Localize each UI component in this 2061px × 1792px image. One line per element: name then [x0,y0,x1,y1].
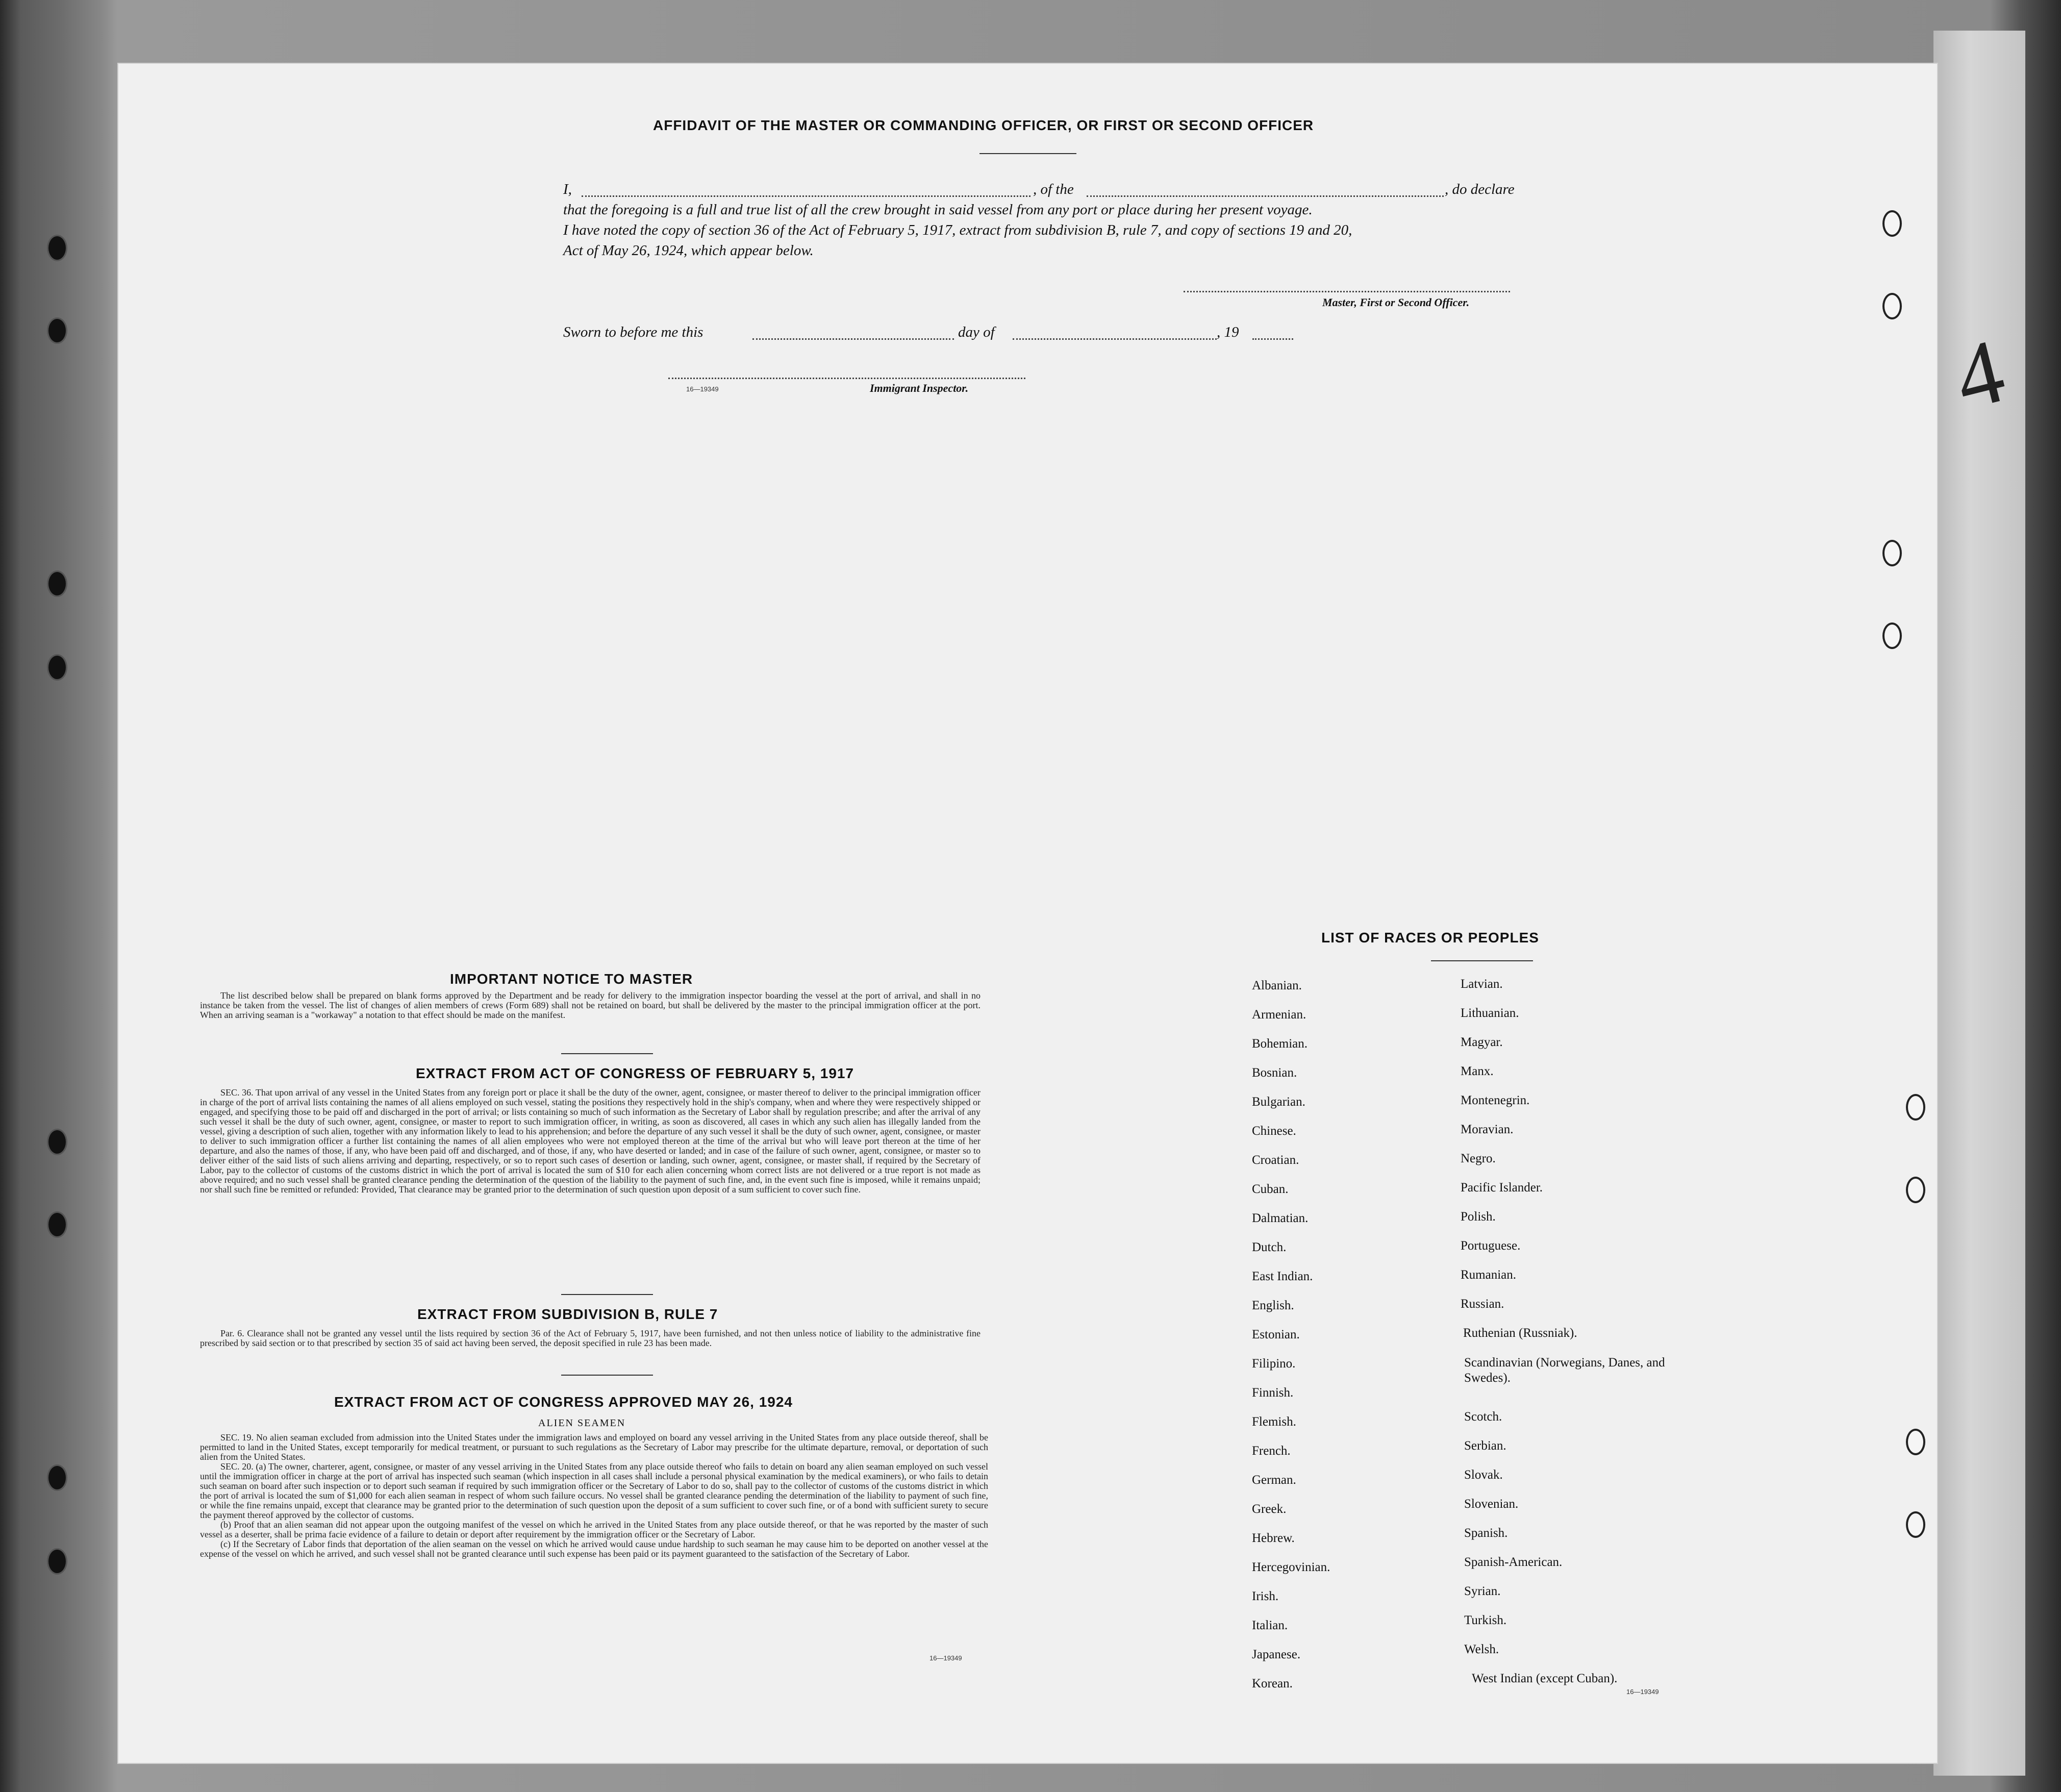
race-item: Pacific Islander. [1461,1181,1543,1194]
race-item: Flemish. [1252,1415,1296,1429]
inspector-label: Immigrant Inspector. [870,382,969,394]
divider [561,1294,653,1295]
binder-hole [47,1548,67,1575]
binder-hole [1906,1177,1925,1203]
notice-title: IMPORTANT NOTICE TO MASTER [450,971,693,987]
race-item: Filipino. [1252,1357,1296,1371]
race-item: Bosnian. [1252,1066,1297,1080]
notice-text [200,991,981,1020]
race-item: Finnish. [1252,1386,1294,1400]
race-item: Latvian. [1461,977,1503,991]
binder-hole [1906,1094,1925,1121]
divider [979,153,1076,154]
rule-7-paragraph: Par. 6. Clearance shall not be granted any vessel until the lists required by section 36 of the Act of February 5, 1917, have been furnished, and not then unless notice of liability to the administrative fine prescribed by said section or to that prescribed by section 35 of said act having been served, the deposit specified in rule 23 has been made. [200,1328,981,1348]
race-item: Cuban. [1252,1182,1289,1196]
sworn-month-blank [1013,338,1217,340]
section-20c-paragraph: (c) If the Secretary of Labor finds that deportation of the alien seaman on the vessel on which he arrived would cause undue hardship to such seaman he may cause him to be deported on another vessel at the expense of the vessel on which he arrived, and such vessel shall not be granted clearance until such expense has been paid or its payment guaranteed to the satisfaction of the Secretary of Labor. [200,1539,988,1559]
inspector-signature-line [668,378,1025,379]
race-item: Negro. [1461,1152,1496,1165]
race-item: Welsh. [1464,1642,1499,1656]
binder-edge [1933,31,2025,1776]
race-item: Turkish. [1464,1613,1507,1627]
race-item: Dutch. [1252,1240,1287,1254]
affidavit-line2: that the foregoing is a full and true list of all the crew brought in said vessel from any port or place during her present voyage. [563,202,1313,218]
margin-mark: 4 [1945,319,2014,429]
race-item: Scandinavian (Norwegians, Danes, and Swedes). [1464,1356,1665,1385]
race-item: Dalmatian. [1252,1211,1309,1225]
race-item: French. [1252,1444,1291,1458]
race-item: Croatian. [1252,1153,1299,1167]
race-item: Lithuanian. [1461,1006,1519,1020]
race-item: Chinese. [1252,1124,1296,1138]
section-19-paragraph: SEC. 19. No alien seaman excluded from admission into the United States under the immigration laws and employed on board any vessel arriving in the United States from any place outside thereof, shall be permitted to land in the United States, except temporarily for medical treatment, or pursuant to such regulations as the Secretary of Labor may prescribe for the ultimate departure, removal, or deportation of such alien from the United States. [200,1432,988,1462]
master-label: Master, First or Second Officer. [1322,296,1470,309]
binder-hole [1882,540,1902,566]
sworn-date-blank [752,338,954,340]
race-item: Syrian. [1464,1584,1501,1598]
races-title: LIST OF RACES OR PEOPLES [1321,930,1539,945]
race-item: Korean. [1252,1677,1293,1690]
race-item: Hercegovinian. [1252,1560,1330,1574]
race-item: Spanish-American. [1464,1555,1563,1569]
form-number: 16—19349 [686,385,719,393]
binder-hole [47,654,67,681]
binder-hole [47,1129,67,1155]
race-item: Hebrew. [1252,1531,1295,1545]
section-20b-paragraph: (b) Proof that an alien seaman did not appear upon the outgoing manifest of the vessel on which he arrived in the United States from any place outside thereof, or that he was reported by the master of such vessel as a deserter, shall be prima facie evidence of a failure to detain or deport after requirement by the immigration officer or the Secretary of Labor. [200,1520,988,1539]
alien-seamen-subtitle: ALIEN SEAMEN [538,1417,626,1429]
sworn-day-label: day of [958,324,995,340]
extract-1917-title: EXTRACT FROM ACT OF CONGRESS OF FEBRUARY 5, 1917 [416,1065,854,1081]
race-item: Slovenian. [1464,1497,1519,1511]
affidavit-line4: Act of May 26, 1924, which appear below. [563,242,814,259]
race-item: Russian. [1461,1297,1504,1311]
affidavit-line1-suffix: , do declare [1445,181,1515,197]
master-signature-line [1184,291,1510,292]
race-item: Japanese. [1252,1648,1301,1661]
form-number: 16—19349 [929,1654,962,1662]
race-item: Rumanian. [1461,1268,1517,1282]
subdivision-b-title: EXTRACT FROM SUBDIVISION B, RULE 7 [417,1306,718,1322]
binder-hole [1882,623,1902,649]
binder-hole [1882,293,1902,319]
extract-1917-text [200,1088,981,1194]
affidavit-line3: I have noted the copy of section 36 of the Act of February 5, 1917, extract from subdivision B, rule 7, and copy of sections 19 and 20, [563,222,1352,238]
race-item: Slovak. [1464,1468,1503,1482]
section-36-paragraph: SEC. 36. That upon arrival of any vessel in the United States from any foreign port or place it shall be the duty of the owner, agent, consignee, or master thereof to deliver to the principal immigration officer in charge of the port of arrival lists containing the names of all aliens employed on such vessel, stating the positions they respectively hold in the ship's company, when and where they were respectively shipped or engaged, and specifying those to be paid off and discharged in the port of arrival; or lists containing so much of such information as the Secretary of Labor shall by regulation prescribe; and after the arrival of any such vessel it shall be the duty of such owner, agent, consignee, or master to report to such immigration officer, in writing, as soon as discovered, all cases in which any such alien has illegally landed from the vessel, giving a description of such alien, together with any information likely to lead to his apprehension; and before the departure of any such vessel it shall be the duty of such owner, agent, consignee, or master to deliver to such immigration officer a further list containing the names of all alien employees who were not employed thereon at the time of the arrival but who will leave port thereon at the time of her departure, and also the names of those, if any, who have been paid off and discharged, and of those, if any, who have deserted or landed; and in case of the failure of such owner, agent, consignee, or master so to deliver either of the said lists of such aliens arriving and departing, respectively, or so to report such cases of desertion or landing, such owner, agent, consignee, or master shall, if required by the Secretary of Labor, pay to the collector of customs of the customs district in which the port of arrival is located the sum of $10 for each alien concerning whom correct lists are not delivered or a true report is not made as above required; and no such vessel shall be granted clearance pending the determination of the question of the liability to the payment of such fine, and, in the event such fine is imposed, while it remains unpaid; nor shall such fine be remitted or refunded: Provided, That clearance may be granted prior to the determination of such question upon deposit of a sum sufficient to cover such fine. [200,1087,981,1194]
extract-1924-title: EXTRACT FROM ACT OF CONGRESS APPROVED MAY 26, 1924 [334,1394,793,1410]
binder-hole [47,1211,67,1238]
binder-hole [47,1464,67,1491]
race-item: Serbian. [1464,1439,1506,1453]
affidavit-title: AFFIDAVIT OF THE MASTER OR COMMANDING OFFICER, OR FIRST OR SECOND OFFICER [653,117,1314,133]
form-number: 16—19349 [1626,1688,1659,1696]
race-item: East Indian. [1252,1270,1313,1283]
race-item: Magyar. [1461,1035,1503,1049]
race-item: Polish. [1461,1210,1496,1224]
notice-paragraph: The list described below shall be prepared on blank forms approved by the Department and be ready for delivery to the immigration inspector boarding the vessel at the port of arrival, and shall in no instance be taken from the vessel. The list of changes of alien members of crews (Form 689) shall not be retained on board, but shall be delivered by the master to the principal immigration officer at the port. When an arriving seaman is a "workaway" a notation to that effect should be made on the manifest. [200,990,981,1020]
binder-hole [47,235,67,261]
race-item: Bulgarian. [1252,1095,1305,1109]
race-item: Montenegrin. [1461,1093,1530,1107]
race-item: Armenian. [1252,1008,1306,1022]
race-item: Ruthenian (Russniak). [1463,1326,1577,1340]
race-item: Italian. [1252,1619,1288,1632]
binder-hole [47,570,67,597]
race-item: Manx. [1461,1064,1494,1078]
binder-hole [1906,1429,1925,1455]
race-item: West Indian (except Cuban). [1472,1672,1618,1685]
sworn-prefix: Sworn to before me this [563,324,703,340]
divider [561,1053,653,1054]
binder-hole [1882,210,1902,237]
race-item: English. [1252,1299,1294,1312]
divider [1431,960,1533,961]
race-item: Portuguese. [1461,1239,1521,1253]
race-item: Greek. [1252,1502,1287,1516]
extract-1924-text [200,1433,988,1559]
race-item: Albanian. [1252,979,1302,992]
sworn-year-blank [1252,338,1293,340]
name-blank [582,195,1030,197]
section-20a-paragraph: SEC. 20. (a) The owner, charterer, agent, consignee, or master of any vessel arriving in the United States from any place outside thereof who fails to detain on board any alien seaman employed on such vessel until the immigration officer in charge at the port of arrival has inspected such seaman (which inspection in all cases shall include a personal physical examination by the medical examiners), or who fails to detain such seaman on board after such inspection or to deport such seaman if required by such immigration officer or the Secretary of Labor to do so, shall pay to the collector of customs of the customs district in which the port of arrival is located the sum of $1,000 for each alien seaman in respect of whom such failure occurs. No vessel shall be granted clearance pending the determination of the liability to payment of such fine, or while the fine remains unpaid, except that clearance may be granted prior to the determination of such question upon the deposit of a sum sufficient to cover such fine, or of a bond with sufficient surety to secure the payment thereof approved by the collector of customs. [200,1461,988,1520]
divider [561,1375,653,1376]
binder-hole [47,317,67,344]
vessel-blank [1087,195,1444,197]
race-item: Bohemian. [1252,1037,1308,1051]
race-item: Moravian. [1461,1123,1514,1136]
affidavit-line1-mid: , of the [1033,181,1074,197]
affidavit-line1-prefix: I, [563,181,572,197]
race-item: Irish. [1252,1589,1279,1603]
sworn-year: , 19 [1217,324,1239,340]
race-item: Estonian. [1252,1328,1300,1341]
binder-hole [1906,1511,1925,1538]
race-item: Spanish. [1464,1526,1508,1540]
race-item: German. [1252,1473,1296,1487]
race-item: Scotch. [1464,1410,1502,1424]
subdivision-b-text [200,1329,981,1348]
